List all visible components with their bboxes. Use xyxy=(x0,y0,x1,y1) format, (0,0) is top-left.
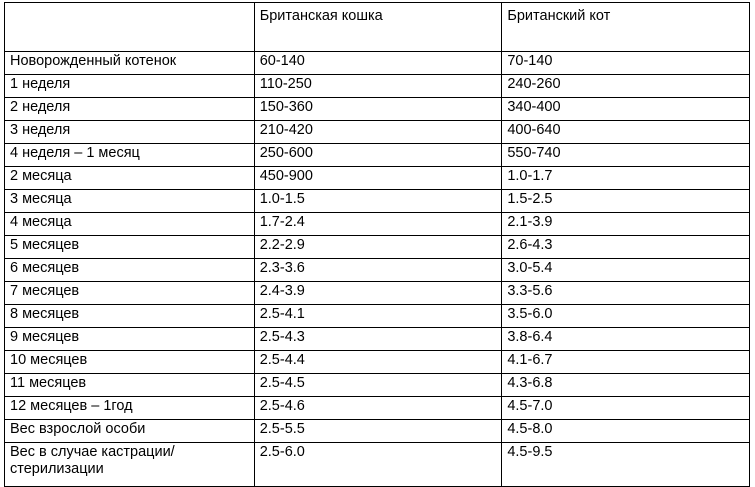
row-label: 1 неделя xyxy=(5,75,255,98)
row-label: 4 неделя – 1 месяц xyxy=(5,144,255,167)
female-weight: 110-250 xyxy=(254,75,502,98)
female-weight: 250-600 xyxy=(254,144,502,167)
table-row xyxy=(5,420,750,443)
table-row xyxy=(5,351,750,374)
row-label: 8 месяцев xyxy=(5,305,255,328)
male-weight: 550-740 xyxy=(502,144,750,167)
male-weight: 1.5-2.5 xyxy=(502,190,750,213)
female-weight: 150-360 xyxy=(254,98,502,121)
table-row xyxy=(5,259,750,282)
female-weight: 2.2-2.9 xyxy=(254,236,502,259)
row-label: 9 месяцев xyxy=(5,328,255,351)
male-weight: 3.0-5.4 xyxy=(502,259,750,282)
table-row xyxy=(5,397,750,420)
male-weight: 4.1-6.7 xyxy=(502,351,750,374)
row-label: 12 месяцев – 1год xyxy=(5,397,255,420)
table-row xyxy=(5,305,750,328)
table-row xyxy=(5,167,750,190)
row-label: 4 месяца xyxy=(5,213,255,236)
male-weight: 4.3-6.8 xyxy=(502,374,750,397)
header-cell-british-female: Британская кошка xyxy=(254,3,502,52)
male-weight: 240-260 xyxy=(502,75,750,98)
table-row xyxy=(5,75,750,98)
male-weight: 70-140 xyxy=(502,52,750,75)
header-row xyxy=(5,3,750,52)
male-weight: 2.1-3.9 xyxy=(502,213,750,236)
male-weight: 1.0-1.7 xyxy=(502,167,750,190)
female-weight: 2.5-6.0 xyxy=(254,443,502,487)
male-weight: 4.5-7.0 xyxy=(502,397,750,420)
row-label: 11 месяцев xyxy=(5,374,255,397)
female-weight: 1.7-2.4 xyxy=(254,213,502,236)
male-weight: 3.8-6.4 xyxy=(502,328,750,351)
table-row xyxy=(5,190,750,213)
male-weight: 3.3-5.6 xyxy=(502,282,750,305)
table-row xyxy=(5,98,750,121)
male-weight: 340-400 xyxy=(502,98,750,121)
row-label: 7 месяцев xyxy=(5,282,255,305)
row-label: 2 месяца xyxy=(5,167,255,190)
female-weight: 450-900 xyxy=(254,167,502,190)
table-row xyxy=(5,236,750,259)
row-label: Вес взрослой особи xyxy=(5,420,255,443)
table-row xyxy=(5,144,750,167)
weight-table xyxy=(4,2,750,487)
table-row xyxy=(5,374,750,397)
female-weight: 2.5-4.5 xyxy=(254,374,502,397)
male-weight: 4.5-8.0 xyxy=(502,420,750,443)
female-weight: 2.5-4.1 xyxy=(254,305,502,328)
male-weight: 400-640 xyxy=(502,121,750,144)
female-weight: 2.5-4.3 xyxy=(254,328,502,351)
table-row xyxy=(5,213,750,236)
table-row xyxy=(5,328,750,351)
female-weight: 2.3-3.6 xyxy=(254,259,502,282)
female-weight: 1.0-1.5 xyxy=(254,190,502,213)
female-weight: 2.5-5.5 xyxy=(254,420,502,443)
row-label: 5 месяцев xyxy=(5,236,255,259)
male-weight: 4.5-9.5 xyxy=(502,443,750,487)
female-weight: 2.4-3.9 xyxy=(254,282,502,305)
table-row xyxy=(5,443,750,487)
row-label: 6 месяцев xyxy=(5,259,255,282)
table-row xyxy=(5,282,750,305)
row-label: 10 месяцев xyxy=(5,351,255,374)
row-label: 2 неделя xyxy=(5,98,255,121)
female-weight: 2.5-4.6 xyxy=(254,397,502,420)
row-label: Новорожденный котенок xyxy=(5,52,255,75)
table-row xyxy=(5,52,750,75)
row-label: 3 месяца xyxy=(5,190,255,213)
female-weight: 210-420 xyxy=(254,121,502,144)
female-weight: 2.5-4.4 xyxy=(254,351,502,374)
male-weight: 2.6-4.3 xyxy=(502,236,750,259)
female-weight: 60-140 xyxy=(254,52,502,75)
table-row xyxy=(5,121,750,144)
row-label: 3 неделя xyxy=(5,121,255,144)
male-weight: 3.5-6.0 xyxy=(502,305,750,328)
row-label: Вес в случае кастрации/стерилизации xyxy=(5,443,255,487)
header-cell-british-male: Британский кот xyxy=(502,3,750,52)
header-cell-empty xyxy=(5,3,255,52)
